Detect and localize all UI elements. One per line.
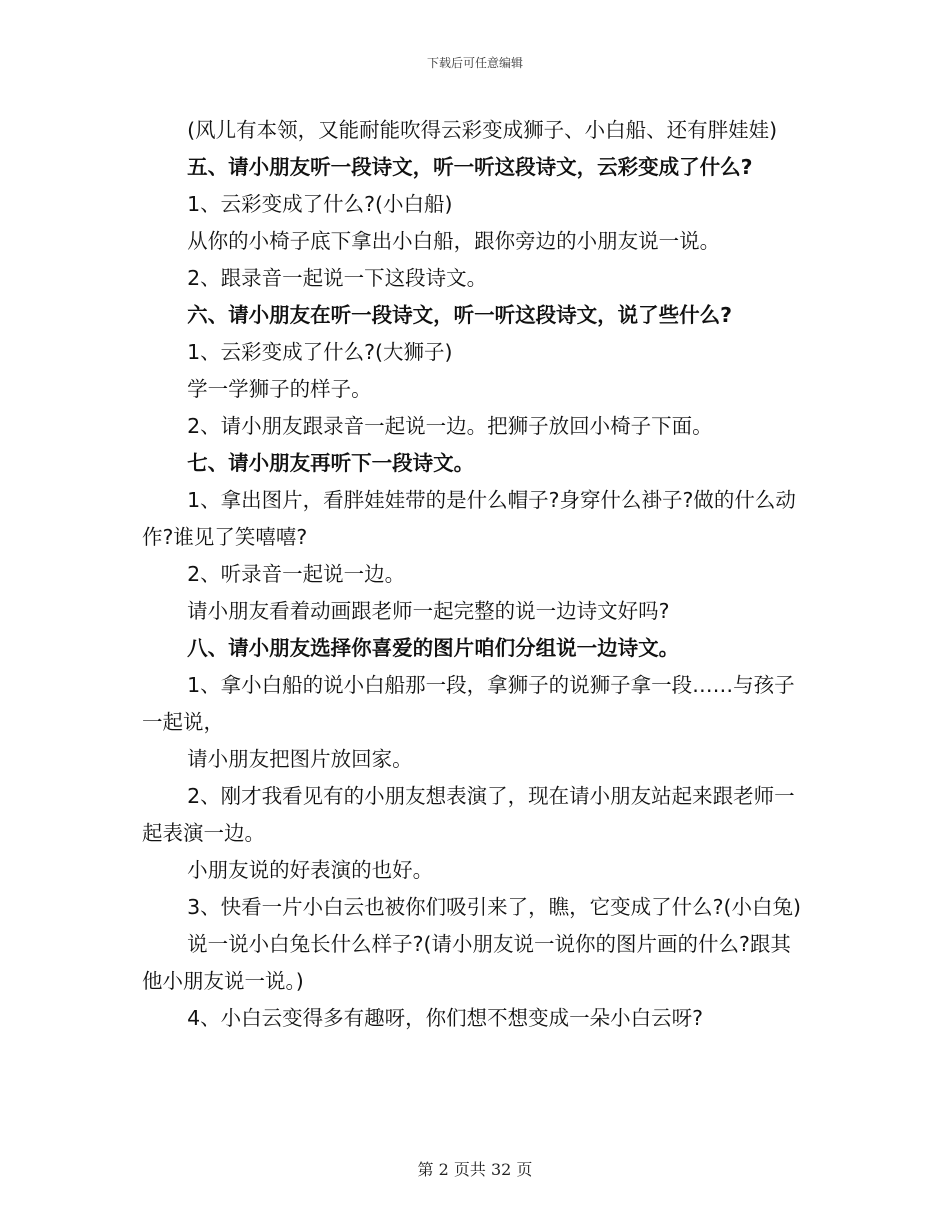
paragraph: 2、请小朋友跟录音一起说一边。把狮子放回小椅子下面。 [187,414,713,438]
paragraph: 1、拿小白船的说小白船那一段，拿狮子的说狮子拿一段……与孩子一起说， [142,673,795,734]
paragraph: (风儿有本领，又能耐能吹得云彩变成狮子、小白船、还有胖娃娃) [187,118,778,142]
paragraph: 3、快看一片小白云也被你们吸引来了，瞧，它变成了什么?(小白兔) [187,895,802,919]
paragraph: 1、拿出图片，看胖娃娃带的是什么帽子?身穿什么褂子?做的什么动作?谁见了笑嘻嘻? [142,488,796,549]
paragraph: 请小朋友把图片放回家。 [187,747,413,771]
paragraph: 1、云彩变成了什么?(大狮子) [187,340,453,364]
paragraph: 学一学狮子的样子。 [187,377,372,401]
paragraph: 2、刚才我看见有的小朋友想表演了，现在请小朋友站起来跟老师一起表演一边。 [142,784,795,845]
paragraph: 4、小白云变得多有趣呀，你们想不想变成一朵小白云呀? [187,1006,704,1030]
paragraph: 2、跟录音一起说一下这段诗文。 [187,266,488,290]
paragraph: 2、听录音一起说一边。 [187,562,406,586]
page-footer: 第 2 页共 32 页 [417,1160,533,1179]
paragraph: 从你的小椅子底下拿出小白船，跟你旁边的小朋友说一说。 [187,229,721,253]
section-heading: 七、请小朋友再听下一段诗文。 [187,451,475,475]
section-heading: 五、请小朋友听一段诗文，听一听这段诗文，云彩变成了什么? [187,155,753,179]
paragraph: 1、云彩变成了什么?(小白船) [187,192,453,216]
paragraph: 请小朋友看着动画跟老师一起完整的说一边诗文好吗? [187,599,670,623]
paragraph: 说一说小白兔长什么样子?(请小朋友说一说你的图片画的什么?跟其他小朋友说一说。) [142,932,791,993]
section-heading: 八、请小朋友选择你喜爱的图片咱们分组说一边诗文。 [187,636,680,660]
document-body [142,112,810,1037]
page-header: 下载后可任意编辑 [426,56,523,70]
section-heading: 六、请小朋友在听一段诗文，听一听这段诗文，说了些什么? [187,303,732,327]
paragraph: 小朋友说的好表演的也好。 [187,858,434,882]
